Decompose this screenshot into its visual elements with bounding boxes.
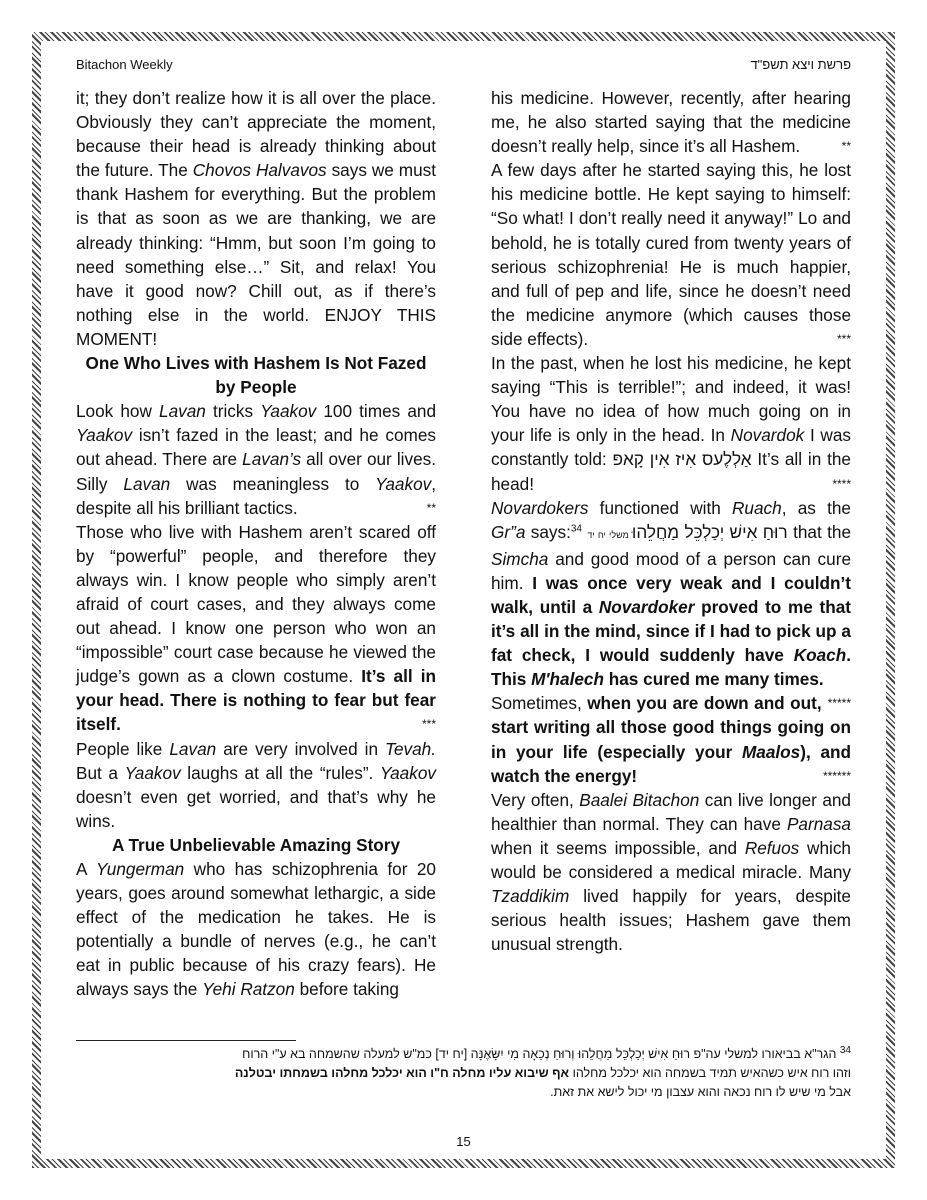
paragraph [76,737,436,833]
text-run: tricks [205,401,261,422]
text-run: when it seems impossible, and [491,837,745,858]
italic-text: Lavan [123,473,171,494]
paragraph [76,86,436,351]
italic-text: Yaakov [76,425,133,446]
text-run: his medicine. However, recently, after hearing me, he also started saying that the medicine doesn’t really help, since it’s all Hashem. [491,88,851,157]
hebrew-text: רוּחַ אִישׁ יְכַלְכֵּל מַחֲלֵהוּ [631,521,788,542]
bold-italic-text: Maalos [741,741,801,762]
text-run: says we must thank Hashem for everything. But the problem is that as soon as we are thanking, we are already thinking: “Hmm, but soon I’m going to need something else…” Sit, and relax! You have it good now? Chill out, as if there’s nothing else in the world. ENJOY THIS MOMENT! [76,160,436,349]
text-run: and good mood of a person can cure him. [491,548,851,593]
separator-stars: *** [836,331,851,346]
italic-text: Lavan’s [242,449,302,470]
bold-text: It’s all in your head. There is nothing to fear but fear itself. [76,666,436,735]
paragraph [491,158,851,351]
italic-text: Yaakov [375,473,432,494]
footnote-rule [76,1040,296,1041]
text-run: , despite all his brilliant tactics. [76,473,437,518]
header-parsha: פרשת ויצא תשפ"ד [750,57,851,72]
footnote-text: וזהו רוח איש כשהאיש תמיד בשמחה הוא יכלכל מחלהו [569,1066,851,1080]
italic-text: Chovos Halvavos [192,160,327,181]
paragraph [76,520,436,737]
italic-text: Tzaddikim [491,886,570,907]
paragraph [491,86,851,158]
bold-text: has cured me many times. [603,669,824,690]
text-run: was meaningless to [170,473,376,494]
footnote-number: 34 [839,1044,851,1056]
paragraph [491,788,851,957]
text-run: functioned with [588,497,733,518]
footnote [76,1045,851,1102]
text-run: Sometimes, [491,693,588,714]
italic-text: Gr”a [491,521,526,542]
footnote-ref: 34 [570,522,582,534]
bold-text: ), and watch the energy! [491,741,851,786]
italic-text: Yehi Ratzon [202,979,295,1000]
text-run: I was constantly told: [491,425,851,470]
header-title: Bitachon Weekly [76,57,173,72]
page-number: 15 [456,1134,471,1149]
bold-text: I was once very weak and I couldn’t walk, until a [491,572,851,617]
text-run: , as the [781,497,851,518]
italic-text: Yaakov [379,762,436,783]
footnote-line [76,1064,851,1083]
text-run: all over our lives. Silly [76,449,437,494]
bold-text: when you are down and out, start writing all those good things going on in your life (especially your [491,693,851,762]
italic-text: Lavan [159,401,206,422]
italic-text: Novardokers [491,497,589,518]
text-run: Those who live with Hashem aren’t scared off by “powerful” people, and therefore they always win. I know people who simply aren’t afraid of court cases, and they always come out ahead. I know one person who won an “impossible” court case because he viewed the judge’s gown as a clown costume. [76,521,436,687]
text-run: Very often, [491,789,580,810]
text-run: that the [787,521,852,542]
separator-stars: **** [832,476,851,491]
italic-text: Baalei Bitachon [579,789,700,810]
italic-text: Simcha [491,548,549,569]
separator-stars: ****** [822,768,851,783]
italic-text: Lavan [169,738,217,759]
italic-text: Parnasa [786,813,851,834]
hebrew-source: משלי יח יד [587,529,632,540]
text-run: are very involved in [216,738,386,759]
paragraph [491,351,851,496]
section-heading: One Who Lives with Hashem Is Not Fazed by People [85,353,427,398]
left-column [76,86,436,1002]
italic-text: Yungerman [95,859,185,879]
paragraph [491,691,851,787]
italic-text: Yaakov [260,401,317,422]
right-column [491,86,851,956]
italic-text: Tevah. [385,738,437,759]
bold-italic-text: Novardoker [598,596,695,617]
text-run: can live longer and healthier than normal. They can have [491,789,851,834]
text-run: It’s all in the head! [491,449,851,494]
footnote-line [76,1083,851,1102]
text-run: doesn’t even get worried, and that’s why he wins. [76,786,436,831]
text-run: which would be considered a medical miracle. Many [491,837,851,882]
italic-text: Yaakov [124,762,181,783]
separator-stars: ***** [827,696,851,711]
text-run: In the past, when he lost his medicine, he kept saying “This is terrible!”; and indeed, it was! You have no idea of how much going on in your life is only in the head. In [491,353,851,446]
separator-stars: ** [841,139,851,154]
separator-stars: ** [426,500,436,515]
bold-italic-text: Koach [793,645,847,666]
page-header [76,57,851,77]
text-run: 100 times and [316,401,437,422]
footnote-line [76,1045,851,1064]
text-run: lived happily for years, despite serious health issues; Hashem gave them unusual strength. [491,886,851,955]
text-run: Look how [76,401,160,422]
paragraph [76,399,436,519]
footnote-text: הגר"א בביאורו למשלי עה"פ רוּחַ אִישׁ יְכַלְכֵּל מַחֲלֵהוּ וְרוּחַ נְכֵאָה מִי יִשָּׂאֶנָּה [יח יד] כמ"ש למעלה שהשמחה בא ע"י הרוח [242,1047,837,1061]
text-run: who has schizophrenia for 20 years, goes around somewhat lethargic, a side effect of the medication he takes. He is potentially a bundle of nerves (e.g., he can’t eat in public because of his crazy fears). He always says the [76,859,436,1000]
text-run: says: [525,521,571,542]
text-run: A [76,859,96,879]
text-run: before taking [294,979,399,1000]
text-run: People like [76,738,170,759]
text-run: A few days after he started saying this, he lost his medicine bottle. He kept saying to himself: “So what! I don’t really need it anyway!” Lo and behold, he is totally cured from twenty years of serious schizophrenia! He is much happier, and full of pep and life, since he doesn’t need the medicine anymore (which causes those side effects). [491,160,851,349]
text-run: But a [76,762,125,783]
bold-text: proved to me that it’s all in the mind, since if I had to pick up a fat check, I would suddenly have [491,596,851,666]
bold-italic-text: M'halech [531,669,604,690]
text-run: isn’t fazed in the least; and he comes out ahead. There are [76,425,436,470]
text-run: it; they don’t realize how it is all over the place. Obviously they can’t appreciate the moment, because their head is already thinking about the future. The [76,88,436,181]
italic-text: Refuos [744,837,800,858]
hebrew-text: אַלְלֶעס אִיז אִין קָאפּ [612,449,752,470]
paragraph [76,857,436,1002]
bold-text: . This [491,645,851,690]
footnote-text: אבל מי שיש לו רוח נכאה והוא עצבון מי יכול לישא את זאת. [550,1085,851,1099]
text-run: laughs at all the “rules”. [180,762,380,783]
italic-text: Ruach [732,497,782,518]
footnote-bold-text: אף שיבוא עליו מחלה ח"ו הוא יכלכל מחלהו בשמחתו יבטלנה [234,1066,570,1080]
italic-text: Novardok [730,425,805,446]
separator-stars: *** [421,717,436,732]
section-heading: A True Unbelievable Amazing Story [111,834,401,855]
